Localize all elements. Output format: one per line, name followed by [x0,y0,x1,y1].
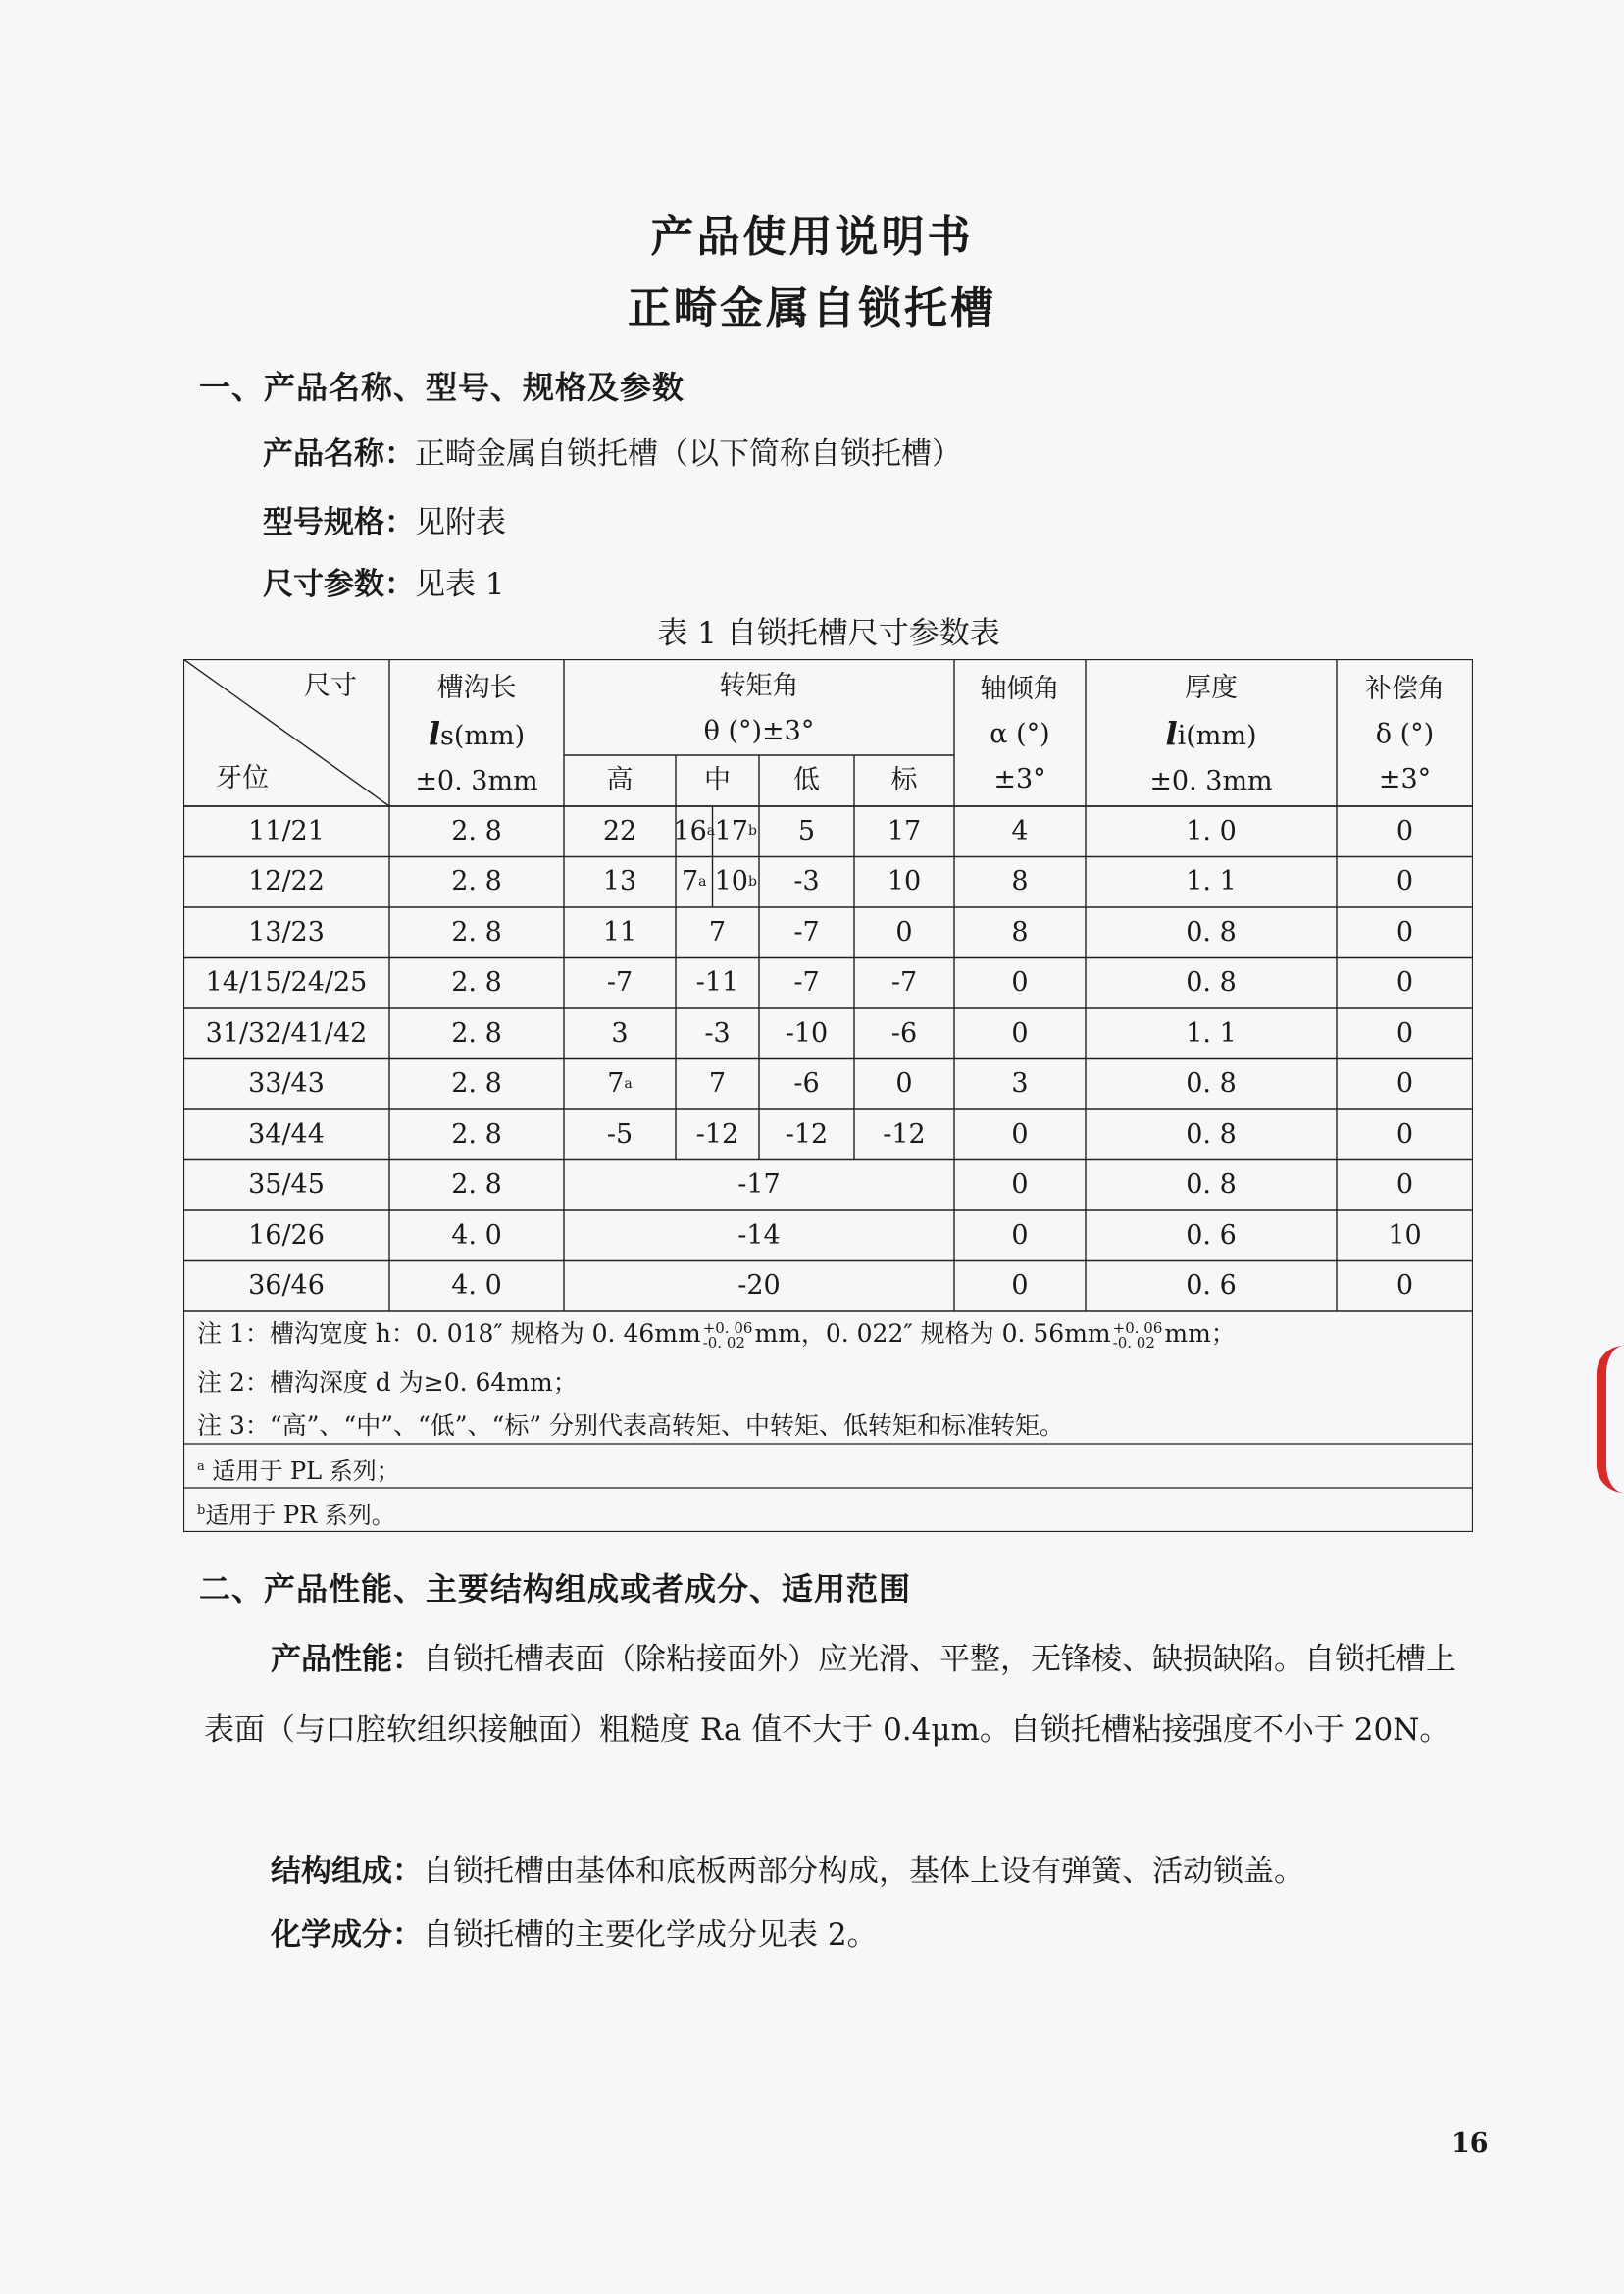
para-label: 产品性能： [271,1642,423,1677]
document-title: 产品使用说明书 [650,212,974,262]
cell-thickness: 0. 8 [1186,1118,1237,1149]
field-value: 正畸金属自锁托槽（以下简称自锁托槽） [415,436,962,472]
cell-torque-high: -5 [606,1118,634,1149]
cell-torque-std: -7 [890,967,918,998]
paragraph-composition [271,1900,1546,1970]
cell-torque-low: 5 [797,815,816,846]
cell-axial-inclination: 0 [1011,1270,1029,1301]
footnote-b: $^b$适用于 PR 系列。 [197,1502,395,1529]
cell-torque-low: -3 [793,866,820,897]
field-product-name [263,429,962,473]
cell-tooth-position: 34/44 [248,1118,325,1149]
cell-axial-inclination: 8 [1011,916,1029,947]
cell-compensation: 0 [1396,1270,1414,1301]
field-value: 见表 1 [415,567,505,602]
cell-tooth-position: 16/26 [248,1219,325,1250]
cell-axial-inclination: 0 [1011,1118,1029,1149]
cell-slot-length: 4. 0 [451,1270,502,1301]
cell-thickness: 1. 1 [1186,1017,1237,1048]
section-heading-2: 二、产品性能、主要结构组成或者成分、适用范围 [199,1570,912,1607]
cell-torque-high: 11 [602,916,637,947]
note-3: 注 3：“高”、“中”、“低”、“标” 分别代表高转矩、中转矩、低转矩和标准转矩。 [197,1411,1065,1440]
cell-compensation: 0 [1396,815,1414,846]
cell-slot-length: 2. 8 [451,815,502,846]
cell-torque-low: -10 [785,1017,829,1048]
cell-axial-inclination: 4 [1011,815,1029,846]
header-axial-inclination: 轴倾角 α (°) ±3° [980,674,1060,794]
cell-axial-inclination: 3 [1011,1068,1029,1099]
para-text: 自锁托槽的主要化学成分见表 2。 [423,1917,878,1953]
cell-torque-mid: 7 [708,1068,727,1099]
cell-torque-std: 17 [887,815,922,846]
cell-compensation: 0 [1396,1169,1414,1200]
cell-torque-mid: -3 [704,1017,731,1048]
cell-compensation: 0 [1396,967,1414,998]
footnote-a: $^a$ 适用于 PL 系列； [197,1457,400,1485]
cell-torque-mid: -12 [695,1118,739,1149]
cell-axial-inclination: 0 [1011,1219,1029,1250]
cell-torque-std: -12 [883,1118,926,1149]
cell-tooth-position: 11/21 [248,815,325,846]
field-model-spec [263,497,506,541]
cell-torque-std: 10 [887,866,922,897]
header-slot-length: 槽沟长 ls(mm) ±0. 3mm [415,672,538,796]
header-thickness: 厚度 li(mm) ±0. 3mm [1149,672,1273,796]
header-corner-size: 尺寸 [304,670,357,701]
page-number: 16 [1451,2128,1489,2159]
cell-tooth-position: 35/45 [248,1169,325,1200]
para-text: 自锁托槽表面（除粘接面外）应光滑、平整，无锋棱、缺损缺陷。自锁托槽上表面（与口腔软组织接触面）粗糙度 Ra 值不大于 0.4μm。自锁托槽粘接强度不小于 20N。 [204,1642,1456,1748]
field-label: 产品名称： [263,436,415,472]
cell-slot-length: 2. 8 [451,916,502,947]
table-caption: 表 1 自锁托槽尺寸参数表 [657,616,1000,651]
paragraph-structure [271,1836,1546,1907]
cell-torque-mid-b: 10 b [714,866,757,897]
cell-torque-high: 13 [602,866,637,897]
tolerance-1: +0. 06 -0. 02 [702,1318,753,1351]
field-label: 尺寸参数： [263,567,415,602]
cell-slot-length: 2. 8 [451,1169,502,1200]
cell-tooth-position: 13/23 [248,916,325,947]
cell-torque-low: -12 [785,1118,829,1149]
cell-torque-merged: -14 [737,1219,781,1250]
cell-torque-high: 7 a [607,1068,633,1099]
product-title: 正畸金属自锁托槽 [628,283,996,333]
cell-axial-inclination: 0 [1011,967,1029,998]
cell-torque-merged: -20 [737,1270,781,1301]
cell-axial-inclination: 0 [1011,1169,1029,1200]
cell-tooth-position: 31/32/41/42 [205,1017,368,1048]
cell-compensation: 0 [1396,1118,1414,1149]
cell-torque-high: -7 [606,967,634,998]
cell-torque-low: -7 [793,967,820,998]
cell-tooth-position: 12/22 [248,866,325,897]
cell-torque-low: -7 [793,916,820,947]
header-torque-mid: 中 [704,764,731,795]
field-dimension-params [263,559,505,603]
cell-compensation: 0 [1396,1017,1414,1048]
cell-thickness: 1. 0 [1186,815,1237,846]
note-1: 注 1：槽沟宽度 h：0. 018″ 规格为 0. 46mm +0. 06 -0. 02 mm，0. 022″ 规格为 0. 56mm +0. 06 -0. 02 mm； [197,1318,1236,1351]
cell-compensation: 0 [1396,1068,1414,1099]
cell-compensation: 0 [1396,866,1414,897]
cell-slot-length: 2. 8 [451,967,502,998]
cell-slot-length: 4. 0 [451,1219,502,1250]
cell-axial-inclination: 0 [1011,1017,1029,1048]
header-torque-low: 低 [793,764,820,795]
field-value: 见附表 [415,505,506,540]
spec-table [183,659,1473,1532]
para-text: 自锁托槽由基体和底板两部分构成，基体上设有弹簧、活动锁盖。 [423,1854,1304,1889]
header-compensation: 补偿角 δ (°) ±3° [1365,674,1445,794]
header-corner-position: 牙位 [216,762,269,793]
cell-slot-length: 2. 8 [451,1017,502,1048]
para-label: 结构组成： [271,1854,423,1889]
cell-torque-mid-a: 7 a [681,866,707,897]
paragraph-performance [204,1624,1479,1765]
cell-torque-mid: 7 [708,916,727,947]
cell-thickness: 1. 1 [1186,866,1237,897]
cell-compensation: 0 [1396,916,1414,947]
cell-torque-mid-a: 16 a [673,815,716,846]
cell-thickness: 0. 6 [1186,1219,1237,1250]
cell-thickness: 0. 8 [1186,967,1237,998]
cell-slot-length: 2. 8 [451,1118,502,1149]
cell-tooth-position: 14/15/24/25 [205,967,368,998]
para-label: 化学成分： [271,1917,423,1953]
cell-tooth-position: 33/43 [248,1068,325,1099]
cell-axial-inclination: 8 [1011,866,1029,897]
cell-torque-high: 3 [611,1017,629,1048]
header-torque-std: 标 [890,764,918,795]
header-torque: 转矩角 θ (°)±3° [703,671,815,746]
cell-torque-mid-b: 17 b [714,815,757,846]
header-torque-high: 高 [606,764,634,795]
cell-thickness: 0. 8 [1186,916,1237,947]
cell-torque-mid: -11 [695,967,739,998]
cell-torque-merged: -17 [737,1169,781,1200]
cell-tooth-position: 36/46 [248,1270,325,1301]
cell-torque-std: 0 [895,916,913,947]
note-2: 注 2：槽沟深度 d 为≥0. 64mm； [197,1368,578,1397]
cell-compensation: 10 [1388,1219,1422,1250]
cell-torque-std: 0 [895,1068,913,1099]
cell-slot-length: 2. 8 [451,1068,502,1099]
cell-thickness: 0. 8 [1186,1068,1237,1099]
cell-slot-length: 2. 8 [451,866,502,897]
cell-thickness: 0. 6 [1186,1270,1237,1301]
cell-torque-std: -6 [890,1017,918,1048]
cell-torque-low: -6 [793,1068,820,1099]
cell-thickness: 0. 8 [1186,1169,1237,1200]
field-label: 型号规格： [263,505,415,540]
red-stamp-edge [1597,1346,1624,1493]
tolerance-2: +0. 06 -0. 02 [1112,1318,1163,1351]
cell-torque-high: 22 [602,815,637,846]
section-heading-1: 一、产品名称、型号、规格及参数 [199,369,685,406]
